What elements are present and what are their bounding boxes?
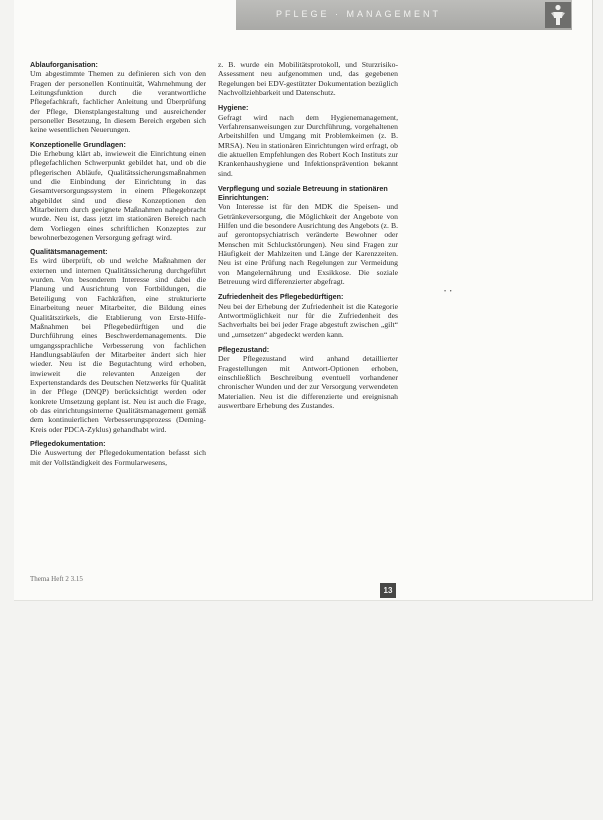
- section-hygiene: [218, 103, 398, 178]
- section-heading: Ablauforganisation:: [30, 60, 98, 69]
- section-body: Der Pflegezustand wird anhand detaillierter Fragestellungen mit Antwort-Optionen erhoben, einschließlich Beschreibung eventuell vorhandener chronischer Wunden und der zur Versorgung verwendeten Materialien. Neu ist die differenzierte und ereignisnah auswertbare Erhebung des Zustandes.: [218, 354, 398, 410]
- section-heading: Verpflegung und soziale Betreuung in stationären Einrichtungen:: [218, 183, 388, 203]
- section-body: z. B. wurde ein Mobilitätsprotokoll, und Sturzrisiko-Assessment neu aufgenommen und, das gegebenen Regelungen bei EDV-gestützter Dokumentation bezüglich Nachvollziehbarkeit und Datenschutz.: [218, 60, 398, 98]
- section-zufriedenheit: [218, 292, 398, 339]
- section-heading: Qualitätsmanagement:: [30, 247, 108, 257]
- section-body: Die Auswertung der Pflegedokumentation befasst sich mit der Vollständigkeit des Formularwesens,: [30, 448, 206, 467]
- section-body: Neu bei der Erhebung der Zufriedenheit ist die Kategorie Antwortmöglichkeit nur für die Zufriedenheit des Sachverhalts bei bei jeder Frage abgestuft zwischen „gilt“ und „umsetzen“ abgedeckt werden kann.: [218, 301, 398, 339]
- left-column: [30, 60, 206, 472]
- section-qualitaetsmanagement: [30, 247, 206, 434]
- section-verpflegung: [218, 184, 398, 287]
- scan-speck: • •: [444, 289, 453, 295]
- right-column: [218, 60, 398, 416]
- section-body: Die Erhebung klärt ab, inwieweit die Einrichtung einen pflegefachlichen Schwerpunkt gebildet hat, und ob die pflegerischen Abläufe, Qualitätssicherungsmaßnahmen und die Einbindung der Einrichtung in das Gesamtversorgungssystem in einem Pflegekonzept abgebildet sind und diese Konzeptionen den Mitarbeitern durch geeignete Maßnahmen nahegebracht wurde. Neu ist, dass jetzt im stationären Bereich nach dem Vorliegen eines schriftlichen Konzeptes zur bewohnerbezogenen Versorgung gefragt wird.: [30, 148, 206, 242]
- section-heading: Pflegezustand:: [218, 345, 270, 355]
- section-dokumentation-fortsetzung: [218, 60, 398, 97]
- header-title: PFLEGE · MANAGEMENT: [276, 9, 442, 19]
- journal-footer: Thema Heft 2 3.15: [30, 575, 83, 583]
- figure-logo-icon: [545, 2, 571, 28]
- section-konzeptionelle-grundlagen: [30, 140, 206, 243]
- section-ablauforganisation: [30, 60, 206, 135]
- section-heading: Zufriedenheit des Pflegebedürftigen:: [218, 292, 344, 302]
- section-body: Von Interesse ist für den MDK die Speisen- und Getränkeversorgung, die Möglichkeit der Angebote von Hilfen und die besondere Ausrichtung des Angebots (z. B. auf gerontopsychiatrisch veränderte Bewohner oder Menschen mit Schluckstörungen). Neu sind Fragen zur Häufigkeit der Mahlzeiten und Länge der Karenzzeiten. Neu ist eine Prüfung nach Regelungen zur Vermeidung von Mangelernährung und Exsikkose. Die soziale Betreuung wird differenzierter abgefragt.: [218, 202, 398, 287]
- section-heading: Pflegedokumentation:: [30, 438, 106, 448]
- section-body: Um abgestimmte Themen zu definieren sich von den Fragen der personellen Kontinuität, Wahrnehmung der Leitungsfunktion durch die verantwortliche Pflegefachkraft, fachlicher Anleitung und Überprüfung der Pflege, Dienstplangestaltung und ausreichender personeller Besetzung, In diesem Bereich ergeben sich keine wesentlichen Neuerungen.: [30, 69, 206, 135]
- section-heading: Konzeptionelle Grundlagen:: [30, 139, 126, 149]
- section-body: Es wird überprüft, ob und welche Maßnahmen der externen und internen Qualitätssicherung durchgeführt wurden. Von besonderem Interesse sind dabei die Planung und Ausrichtung von Fortbildungen, die Beteiligung von Fachkräften, eine strukturierte Einarbeitung neuer Mitarbeiter, die Bildung eines Qualitätszirkels, die Etablierung von Erste-Hilfe-Maßnahmen bei Pflegebedürftigen und die Durchführung eines Beschwerdemanagements. Die umgangssprachliche Verbesserung von fachlichen Handlungsabläufen der Mitarbeiter ändert sich hier wieder. Neu ist die Begutachtung wird erhoben, inwieweit die relevanten Anzeigen der Expertenstandards des Deutschen Netzwerks für Qualität in der Pflege (DNQP) berücksichtigt werden oder konkrete Umsetzung geplant ist. Neu ist auch die Frage, ob das einrichtungsinterne Qualitätsmanagement gemäß dem kontinuierlichen Verbesserungsprozess (Deming-Kreis oder PDCA-Zyklus) gehandhabt wird.: [30, 256, 206, 434]
- section-body: Gefragt wird nach dem Hygienemanagement, Verfahrensanweisungen zur Durchführung, vorgehaltenen Arbeitshilfen und Umgang mit Problemkeimen (z. B. MRSA). Neu in stationären Einrichtungen wird erfragt, ob die aktuellen Empfehlungen des Robert Koch Instituts zur Krankenhaushygiene und Infektionsprävention bekannt sind.: [218, 112, 398, 178]
- page-number-badge: 13: [380, 583, 396, 598]
- section-heading: Hygiene:: [218, 103, 249, 113]
- section-pflegedokumentation: [30, 439, 206, 467]
- section-pflegezustand: [218, 345, 398, 410]
